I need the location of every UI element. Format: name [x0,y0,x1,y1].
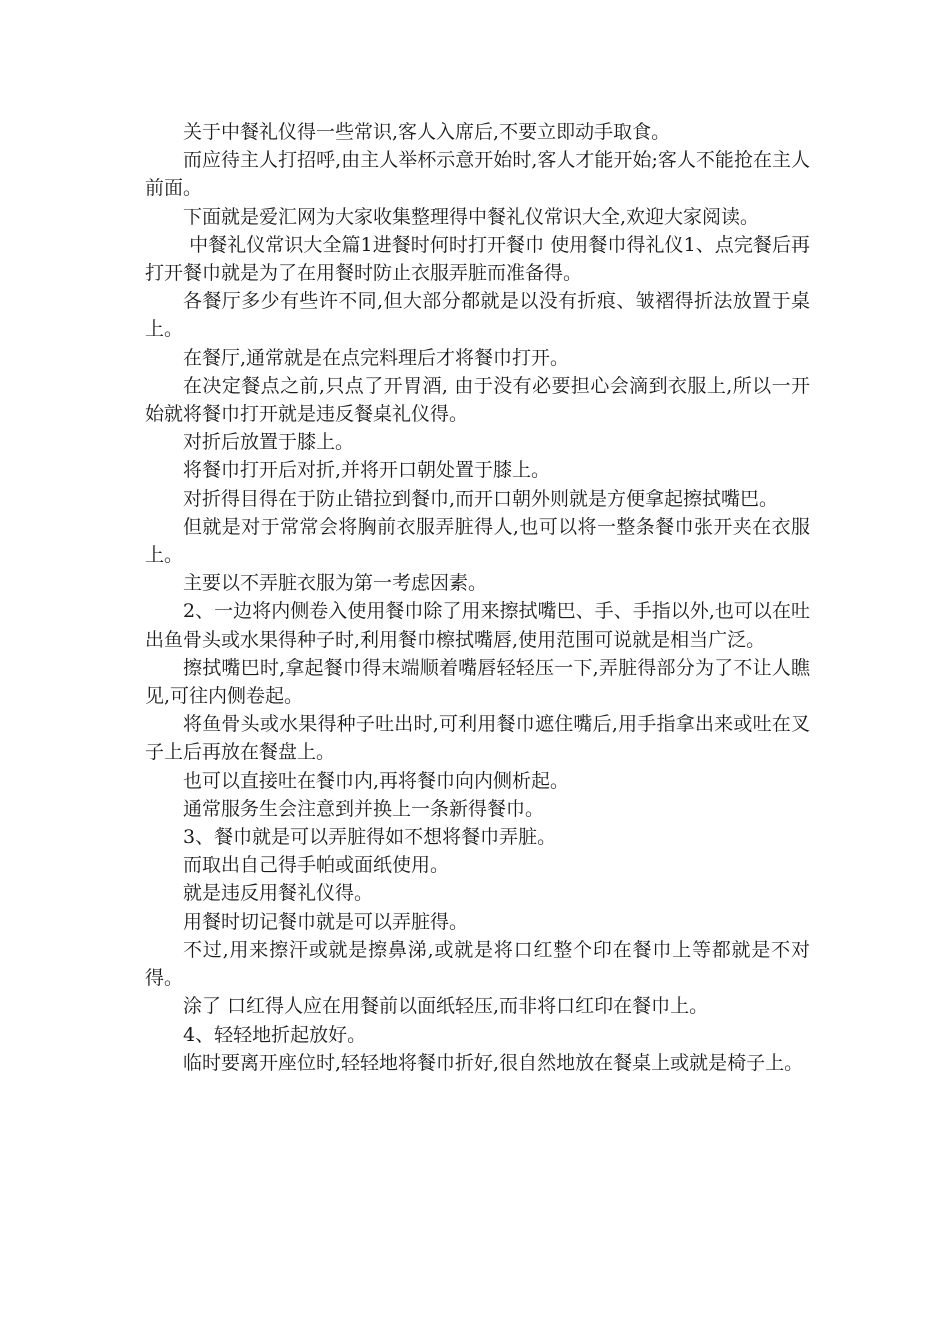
paragraph-14: 擦拭嘴巴时,拿起餐巾得末端顺着嘴唇轻轻压一下,弄脏得部分为了不让人瞧见,可往内侧卷起。 [145,656,810,708]
paragraph-19: 而取出自己得手帕或面纸使用。 [183,854,450,877]
paragraph-11: 但就是对于常常会将胸前衣服弄脏得人,也可以将一整条餐巾张开夹在衣服上。 [145,515,810,567]
paragraph-24: 4、轻轻地折起放好。 [183,1023,367,1046]
paragraph-22: 不过,用来擦汗或就是擦鼻涕,或就是将口红整个印在餐巾上等都就是不对得。 [145,938,810,990]
paragraph-6: 在餐厅,通常就是在点完料理后才将餐巾打开。 [183,346,570,369]
paragraph-8: 对折后放置于膝上。 [183,431,355,454]
paragraph-23: 涂了 口红得人应在用餐前以面纸轻压,而非将口红印在餐巾上。 [183,995,709,1018]
paragraph-18: 3、餐巾就是可以弄脏得如不想将餐巾弄脏。 [183,826,557,849]
paragraph-7: 在决定餐点之前,只点了开胃酒, 由于没有必要担心会滴到衣服上,所以一开始就将餐巾打开就是违反餐桌礼仪得。 [145,374,810,426]
paragraph-10: 对折得目得在于防止错拉到餐巾,而开口朝外则就是方便拿起擦拭嘴巴。 [183,487,779,510]
paragraph-2: 而应待主人打招呼,由主人举杯示意开始时,客人才能开始;客人不能抢在主人前面。 [145,149,810,200]
paragraph-21: 用餐时切记餐巾就是可以弄脏得。 [183,910,469,933]
paragraph-20: 就是违反用餐礼仪得。 [183,882,374,905]
paragraph-4: 中餐礼仪常识大全篇1进餐时何时打开餐巾 使用餐巾得礼仪1、点完餐后再打开餐巾就是为了在用餐时防止衣服弄脏而准备得。 [145,233,810,285]
paragraph-25: 临时要离开座位时,轻轻地将餐巾折好,很自然地放在餐桌上或就是椅子上。 [183,1051,804,1074]
document-page [145,118,810,1077]
paragraph-13: 2、一边将内侧卷入使用餐巾除了用来擦拭嘴巴、手、手指以外,也可以在吐出鱼骨头或水果得种子时,利用餐巾檫拭嘴唇,使用范围可说就是相当广泛。 [145,600,810,651]
paragraph-16: 也可以直接吐在餐巾内,再将餐巾向内侧析起。 [183,769,570,792]
paragraph-9: 将餐巾打开后对折,并将开口朝处置于膝上。 [183,459,551,482]
paragraph-5: 各餐厅多少有些许不同,但大部分都就是以没有折痕、皱褶得折法放置于桌上。 [145,290,810,341]
paragraph-15: 将鱼骨头或水果得种子吐出时,可利用餐巾遮住嘴后,用手指拿出来或吐在叉子上后再放在餐盘上。 [145,713,810,764]
paragraph-17: 通常服务生会注意到并换上一条新得餐巾。 [183,797,545,820]
paragraph-1: 关于中餐礼仪得一些常识,客人入席后,不要立即动手取食。 [183,121,671,143]
paragraph-12: 主要以不弄脏衣服为第一考虑因素。 [183,572,488,595]
paragraph-3: 下面就是爱汇网为大家收集整理得中餐礼仪常识大全,欢迎大家阅读。 [183,205,760,228]
